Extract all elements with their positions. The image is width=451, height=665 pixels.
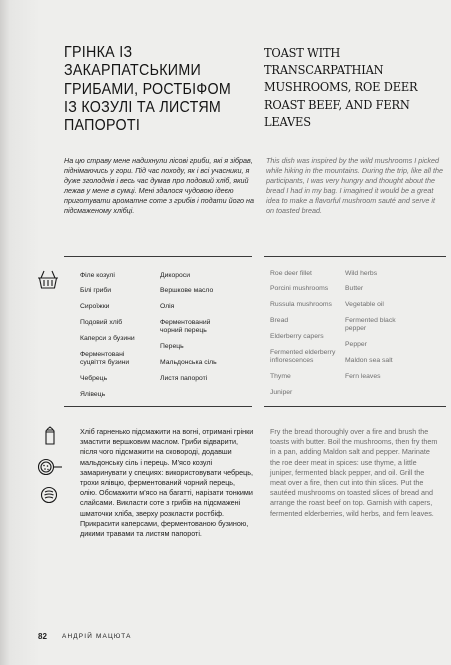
ingredient-item: Ферментований чорний перець (160, 319, 211, 335)
ingredient-item: Каперси з бузини (80, 335, 135, 342)
ingredients-ua-column-1 (80, 272, 170, 402)
divider (64, 256, 252, 257)
ingredient-item: Russula mushrooms (270, 301, 332, 308)
author-name: АНДРІЙ МАЦЮТА (62, 633, 132, 640)
ingredient-item: Butter (345, 285, 364, 292)
ingredient-item: Porcini mushrooms (270, 285, 329, 292)
ingredient-item: Fermented elderberry inflorescences (270, 349, 336, 365)
ingredient-item: Fermented black pepper (345, 317, 396, 333)
ingredient-item: Ферментовані суцвіття бузини (80, 351, 130, 367)
divider (264, 406, 446, 407)
ingredient-item: Олія (160, 303, 175, 310)
ingredient-item: Juniper (270, 389, 293, 396)
ingredient-item: Листя папороті (160, 375, 208, 382)
divider (64, 406, 252, 407)
page-number: 82 (38, 632, 47, 641)
ingredient-item: Ялівець (80, 391, 106, 398)
ingredient-item: Мальдонська сіль (160, 359, 217, 366)
ingredients-ua-column-2 (160, 272, 252, 402)
title-english: TOAST WITH TRANSCARPATHIAN MUSHROOMS, ROE DEER ROAST BEEF, AND FERN LEAVES (264, 45, 418, 129)
ingredient-item: Чебрець (80, 375, 108, 382)
ingredient-item: Vegetable oil (345, 301, 384, 308)
intro-ukrainian: На цю страву мене надихнули лісові гриби, які я зібрав, піднімаючись у гори. Під час походу, як і всі учасники, я дуже зголоднів і весь час думав про подовий хліб, який лежав у мене в сумці. Мені здалося чудовою ідеєю приготувати ароматне соте з грибів і подати його на підсмаженому хлібці. (64, 156, 255, 216)
ingredient-item: Білі гриби (80, 287, 112, 294)
ingredients-en-column-2 (345, 270, 435, 400)
ingredient-item: Подовий хліб (80, 319, 123, 326)
bread-loaf-icon (40, 486, 58, 504)
divider (264, 256, 446, 257)
ingredient-item: Roe deer fillet (270, 270, 312, 277)
method-ukrainian: Хліб гарненько підсмажити на вогні, отримані грінки змастити вершковим маслом. Гриби відварити, після чого підсмажити на сковороді, додавши мальдонську сіль і перець. М'ясо козулі замаринувати у специях: використовувати чебрець, трохи ялівцю, ферментований чорний перець, олію. Обсмажити м'ясо на багатті, нарізати тонкими слайсами. Викласти соте з грибів на підсмажені шматочки хліба, зверху розкласти ростбіф. Прикрасити каперсами, ферментованою бузиною, дикими травами та листям папороті. (80, 427, 254, 539)
method-english: Fry the bread thoroughly over a fire and brush the toasts with butter. Boil the mushrooms, then fry them in a pan, adding Maldon salt and pepper. Marinate the roe deer meat in spices: use thyme, a little juniper, fermented black pepper, and oil. Grill the meat over a fire, then cut into thin slices. Put the sautéed mushrooms on toasted slices of bread and arrange the roast beef on top. Garnish with capers, fermented elderberries, wild herbs, and fern leaves. (270, 427, 438, 518)
intro-english: This dish was inspired by the wild mushrooms I picked while hiking in the mountains. During the trip, like all the participants, I was very hungry and thought about the bread I had in my bag. I imagined it would be a great idea to make a flavorful mushroom sauté and serve it on toasted bread. (266, 156, 443, 216)
ingredients-en-column-1 (270, 270, 346, 400)
salt-shaker-icon (44, 424, 56, 446)
ingredient-item: Вершкове масло (160, 287, 214, 294)
ingredient-item: Bread (270, 317, 289, 324)
ingredient-item: Fern leaves (345, 373, 381, 380)
ingredient-item: Elderberry capers (270, 333, 324, 340)
ingredient-item: Дикороси (160, 272, 190, 279)
ingredient-item: Thyme (270, 373, 291, 380)
grocery-basket-icon (37, 270, 59, 290)
ingredient-item: Філе козулі (80, 272, 115, 279)
ingredient-item: Сироїжки (80, 303, 110, 310)
title-ukrainian: ГРІНКА ІЗ ЗАКАРПАТСЬКИМИ ГРИБАМИ, РОСТБІФОМ ІЗ КОЗУЛІ ТА ЛИСТЯМ ПАПОРОТІ (64, 44, 232, 135)
frying-pan-icon (37, 458, 63, 476)
ingredient-item: Wild herbs (345, 270, 378, 277)
ingredient-item: Перець (160, 343, 184, 350)
ingredient-item: Maldon sea salt (345, 357, 393, 364)
ingredient-item: Pepper (345, 341, 367, 348)
